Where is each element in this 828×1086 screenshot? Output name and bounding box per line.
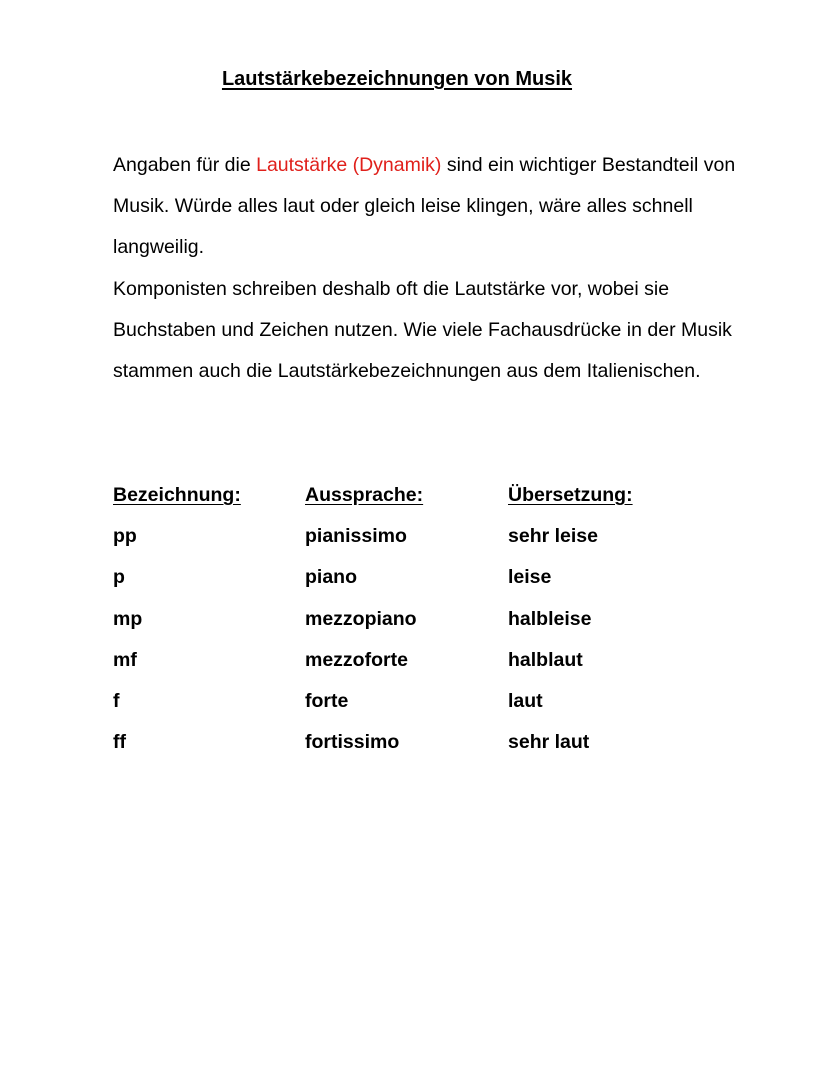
designation-cell: mp xyxy=(113,607,143,630)
translation-cell: laut xyxy=(508,689,543,712)
designation-cell: f xyxy=(113,689,120,712)
header-translation: Übersetzung: xyxy=(508,484,633,506)
pronunciation-cell: forte xyxy=(305,689,349,712)
pronunciation-cell: mezzopiano xyxy=(305,607,417,630)
pronunciation-cell: mezzoforte xyxy=(305,648,408,671)
translation-cell: sehr laut xyxy=(508,731,590,754)
table-row xyxy=(113,516,753,557)
pronunciation-cell: piano xyxy=(305,566,357,589)
intro-paragraph-1 xyxy=(113,145,753,269)
header-designation: Bezeichnung: xyxy=(113,484,241,506)
document-title: Lautstärkebezeichnungen von Musik xyxy=(221,68,573,90)
translation-cell: halbleise xyxy=(508,607,592,630)
dynamics-table xyxy=(113,475,753,763)
designation-cell: p xyxy=(113,566,125,589)
designation-cell: pp xyxy=(113,525,137,548)
table-row xyxy=(113,599,753,640)
table-header-row xyxy=(113,475,753,516)
translation-cell: sehr leise xyxy=(508,525,598,548)
designation-cell: mf xyxy=(113,648,137,671)
dynamics-highlight: Lautstärke (Dynamik) xyxy=(256,154,442,176)
intro-text xyxy=(113,145,753,392)
table-row xyxy=(113,557,753,598)
header-pronunciation: Aussprache: xyxy=(305,484,424,506)
table-row xyxy=(113,722,753,763)
intro-paragraph-2: Komponisten schreiben deshalb oft die Lautstärke vor, wobei sie Buchstaben und Zeichen nutzen. Wie viele Fachausdrücke in der Musik stammen auch die Lautstärkebezeichnungen aus dem Italienischen. xyxy=(113,277,732,383)
table-row xyxy=(113,640,753,681)
designation-cell: ff xyxy=(113,731,126,754)
intro-text-start: Angaben für die xyxy=(113,154,257,176)
pronunciation-cell: pianissimo xyxy=(305,525,407,548)
table-row xyxy=(113,681,753,722)
intro-text-rest: sind ein wichtiger Bestandteil von Musik. Würde alles laut oder gleich leise klingen, wäre alles schnell langweilig. xyxy=(113,154,736,259)
translation-cell: halblaut xyxy=(508,648,583,671)
translation-cell: leise xyxy=(508,566,552,589)
pronunciation-cell: fortissimo xyxy=(305,731,400,754)
